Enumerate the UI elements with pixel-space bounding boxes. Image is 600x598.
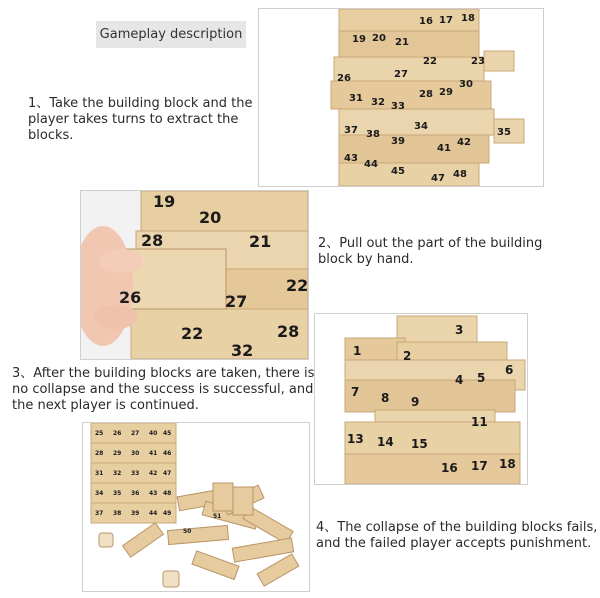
- tower-number: 42: [149, 470, 158, 477]
- tower-photo: [258, 8, 544, 187]
- collapsed-tower-photo: [82, 422, 310, 592]
- tower-number: 32: [371, 97, 385, 108]
- tower-number: 47: [163, 470, 172, 477]
- block-number: 9: [411, 395, 420, 409]
- tower-number: 31: [95, 470, 104, 477]
- tower-number: 32: [113, 470, 122, 477]
- tower-number: 29: [439, 87, 453, 98]
- block-number: 14: [377, 435, 394, 449]
- dice-icon: [163, 571, 179, 587]
- tower-number: 37: [344, 125, 358, 136]
- block-number: 28: [141, 231, 164, 250]
- tower-number: 39: [391, 136, 405, 147]
- block-number: 22: [181, 324, 204, 343]
- tower-number: 18: [461, 13, 475, 24]
- tower-number: 38: [113, 510, 122, 517]
- tower-number: 34: [414, 121, 428, 132]
- tower-number: 37: [95, 510, 104, 517]
- block-number: 32: [231, 341, 254, 359]
- tower-number: 27: [394, 69, 408, 80]
- block-number: 20: [199, 208, 222, 227]
- block-number: 16: [441, 461, 458, 475]
- tower-number: 35: [497, 127, 511, 138]
- stable-tower-illustration: [315, 314, 527, 484]
- block-number: 18: [499, 457, 516, 471]
- block-number: 21: [249, 232, 272, 251]
- step-3-text: 3、After the building blocks are taken, there is no collapse and the success is successful, and the next player is continued.: [12, 366, 315, 413]
- tower-number: 33: [131, 470, 140, 477]
- tower-number: 27: [131, 430, 140, 437]
- step-4-text: 4、The collapse of the building blocks fails, and the failed player accepts punishment.: [316, 520, 598, 551]
- tower-number: 44: [149, 510, 158, 517]
- tower-number: 50: [183, 528, 192, 535]
- tower-number: 30: [131, 450, 140, 457]
- tower-number: 44: [364, 159, 378, 170]
- block-number: 26: [119, 288, 142, 307]
- tower-number: 26: [113, 430, 122, 437]
- tower-number: 28: [95, 450, 104, 457]
- tower-number: 41: [149, 450, 158, 457]
- block-number: 1: [353, 344, 362, 358]
- block-number: 7: [351, 385, 360, 399]
- tower-number: 23: [471, 56, 485, 67]
- tower-number: 16: [419, 16, 433, 27]
- block-number: 4: [455, 373, 464, 387]
- hand-pull-photo: [80, 190, 309, 360]
- tower-number: 38: [366, 129, 380, 140]
- block-number: 3: [455, 323, 464, 337]
- tower-number: 30: [459, 79, 473, 90]
- tower-number: 48: [163, 490, 172, 497]
- hand-pull-illustration: [81, 191, 308, 359]
- gameplay-title: Gameplay description: [96, 21, 246, 48]
- stable-tower-photo: [314, 313, 528, 485]
- tower-number: 19: [352, 34, 366, 45]
- block-number: 28: [277, 322, 300, 341]
- tower-number: 33: [391, 101, 405, 112]
- tower-number: 26: [337, 73, 351, 84]
- block-number: 6: [505, 363, 514, 377]
- block-number: 15: [411, 437, 428, 451]
- tower-number: 43: [149, 490, 158, 497]
- tower-number: 25: [95, 430, 104, 437]
- block-number: 13: [347, 432, 364, 446]
- tower-number: 42: [457, 137, 471, 148]
- block-number: 8: [381, 391, 390, 405]
- tower-number: 49: [163, 510, 172, 517]
- block-number: 2: [403, 349, 412, 363]
- step-2-text: 2、Pull out the part of the building block by hand.: [318, 236, 543, 267]
- tower-number: 43: [344, 153, 358, 164]
- tower-number: 17: [439, 15, 453, 26]
- tower-number: 46: [163, 450, 172, 457]
- tower-number: 41: [437, 143, 451, 154]
- tower-number: 28: [419, 89, 433, 100]
- tower-number: 45: [163, 430, 172, 437]
- tower-number: 21: [395, 37, 409, 48]
- tower-number: 36: [131, 490, 140, 497]
- tower-number: 39: [131, 510, 140, 517]
- tower-number: 31: [349, 93, 363, 104]
- block-number: 17: [471, 459, 488, 473]
- block-number: 11: [471, 415, 488, 429]
- tower-number: 48: [453, 169, 467, 180]
- tower-number: 29: [113, 450, 122, 457]
- block-number: 27: [225, 292, 248, 311]
- block-number: 19: [153, 192, 176, 211]
- tower-number: 40: [149, 430, 158, 437]
- tower-number: 22: [423, 56, 437, 67]
- step-1-text: 1、Take the building block and the player takes turns to extract the blocks.: [28, 96, 253, 143]
- tower-number: 51: [213, 513, 222, 520]
- collapsed-tower-illustration: [83, 423, 309, 591]
- dice-icon: [99, 533, 113, 547]
- tower-number: 20: [372, 33, 386, 44]
- tower-illustration: [259, 9, 543, 186]
- tower-number: 34: [95, 490, 104, 497]
- block-number: 22: [286, 276, 308, 295]
- tower-number: 35: [113, 490, 122, 497]
- tower-number: 45: [391, 166, 405, 177]
- block-number: 5: [477, 371, 486, 385]
- tower-number: 47: [431, 173, 445, 184]
